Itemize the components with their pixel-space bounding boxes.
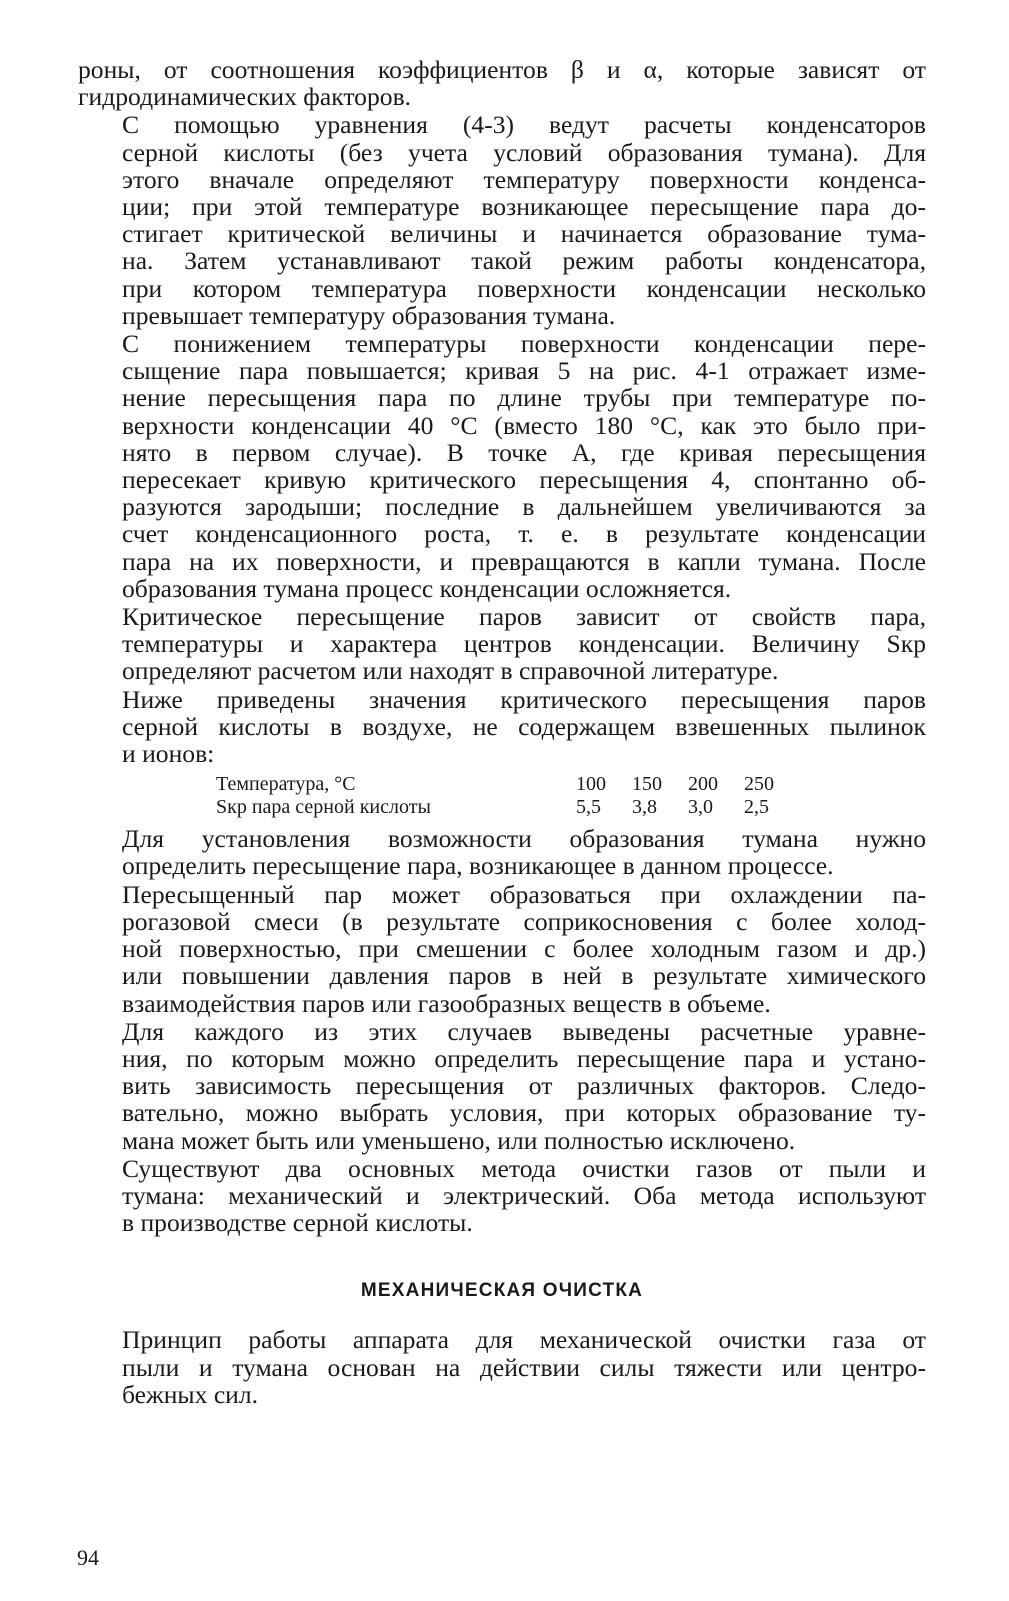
text-line: роны, от соотношения коэффициентов β и α, которые зависят от xyxy=(78,55,926,84)
text-line: Существуют два основных метода очистки газов от пыли и xyxy=(122,1153,926,1183)
text-line: сыщение пара повышается; кривая 5 на рис. 4-1 отражает изме- xyxy=(122,356,926,386)
text-line: нение пересыщения пара по длине трубы при температуре по- xyxy=(122,383,926,413)
text-line: серной кислоты в воздухе, не содержащем взвешенных пылинок xyxy=(122,711,926,741)
text-line: стигает критической величины и начинается образование тума- xyxy=(122,219,926,249)
text-line: пыли и тумана основан на действии силы тяжести или центро- xyxy=(122,1352,926,1382)
table-row xyxy=(216,796,926,819)
text-line: Критическое пересыщение паров зависит от свойств пара, xyxy=(122,602,926,632)
text-line: вательно, можно выбрать условия, при которых образование ту- xyxy=(122,1098,926,1128)
text-line: мана может быть или уменьшено, или полностью исключено. xyxy=(122,1125,796,1155)
text-line: нято в первом случае). В точке A, где кривая пересыщения xyxy=(122,437,926,467)
text-line: в производстве серной кислоты. xyxy=(122,1208,473,1238)
table-cell: 3,8 xyxy=(632,796,657,819)
text-line: и ионов: xyxy=(122,739,215,769)
text-line: С понижением температуры поверхности конденсации пере- xyxy=(122,329,926,359)
text-line: пересекает кривую критического пересыщения 4, спонтанно об- xyxy=(122,465,926,495)
text-block-3 xyxy=(78,1326,926,1408)
table-row xyxy=(216,773,926,796)
table-cell: 2,5 xyxy=(744,796,769,819)
table-cell: 3,0 xyxy=(688,796,713,819)
paragraph xyxy=(78,1326,926,1408)
text-line: пара на их поверхности, и превращаются в капли тумана. После xyxy=(122,546,926,576)
text-line: С помощью уравнения (4-3) ведут расчеты конденсаторов xyxy=(122,110,926,140)
page-number: 94 xyxy=(77,1545,99,1570)
text-line: ной поверхностью, при смешении с более холодным газом и др.) xyxy=(122,934,926,964)
text-line: серной кислоты (без учета условий образования тумана). Для xyxy=(122,137,926,167)
paragraph xyxy=(78,825,926,879)
text-line: вить зависимость пересыщения от различных факторов. Следо- xyxy=(122,1071,926,1101)
text-line: Для установления возможности образования тумана нужно xyxy=(122,824,926,854)
text-line: или повышении давления паров в ней в результате химического xyxy=(122,961,926,991)
paragraph xyxy=(78,56,926,110)
table-cell: 100 xyxy=(576,773,606,796)
text-line: взаимодействия паров или газообразных веществ в объеме. xyxy=(122,988,771,1018)
paragraph xyxy=(78,1155,926,1237)
text-line: бежных сил. xyxy=(122,1379,259,1409)
text-line: ции; при этой температуре возникающее пересыщение пара до- xyxy=(122,192,926,222)
paragraph xyxy=(78,111,926,329)
paragraph xyxy=(78,686,926,768)
table-row-label: Температура, °С xyxy=(216,773,356,796)
text-line: ния, по которым можно определить пересыщение пара и устано- xyxy=(122,1043,926,1073)
table-cell: 150 xyxy=(632,773,662,796)
text-block-1 xyxy=(78,56,926,767)
table-row-label: Sкр пара серной кислоты xyxy=(216,796,431,819)
text-line: на. Затем устанавливают такой режим работы конденсатора, xyxy=(122,246,926,276)
page-content xyxy=(78,56,926,1409)
text-line: определяют расчетом или находят в справочной литературе. xyxy=(122,656,779,686)
text-line: счет конденсационного роста, т. е. в результате конденсации xyxy=(122,519,926,549)
text-block-2 xyxy=(78,825,926,1236)
text-line: этого вначале определяют температуру поверхности конденса- xyxy=(122,164,926,194)
text-line: определить пересыщение пара, возникающее в данном процессе. xyxy=(122,851,834,881)
text-line: превышает температуру образования тумана. xyxy=(122,300,616,330)
critical-supersaturation-table xyxy=(216,773,926,819)
paragraph xyxy=(78,330,926,602)
text-line: тумана: механический и электрический. Оба метода используют xyxy=(122,1180,926,1210)
text-line: разуются зародыши; последние в дальнейшем увеличиваются за xyxy=(122,492,926,522)
text-line: верхности конденсации 40 °С (вместо 180 °С, как это было при- xyxy=(122,410,926,440)
text-line: Ниже приведены значения критического пересыщения паров xyxy=(122,684,926,714)
paragraph xyxy=(78,1018,926,1154)
text-line: гидродинамических факторов. xyxy=(78,82,412,112)
section-heading: МЕХАНИЧЕСКАЯ ОЧИСТКА xyxy=(360,1280,644,1302)
text-line: при котором температура поверхности конденсации несколько xyxy=(122,273,926,303)
text-line: Принцип работы аппарата для механической очистки газа от xyxy=(122,1325,926,1355)
table-cell: 5,5 xyxy=(576,796,601,819)
text-line: температуры и характера центров конденсации. Величину Sкр xyxy=(122,629,926,659)
text-line: Для каждого из этих случаев выведены расчетные уравне- xyxy=(122,1016,926,1046)
text-line: образования тумана процесс конденсации осложняется. xyxy=(122,573,732,603)
text-line: Пересыщенный пар может образоваться при охлаждении па- xyxy=(122,879,926,909)
table-cell: 200 xyxy=(688,773,718,796)
text-line: рогазовой смеси (в результате соприкосновения с более холод- xyxy=(122,906,926,936)
table-cell: 250 xyxy=(744,773,774,796)
paragraph xyxy=(78,603,926,685)
paragraph xyxy=(78,881,926,1017)
